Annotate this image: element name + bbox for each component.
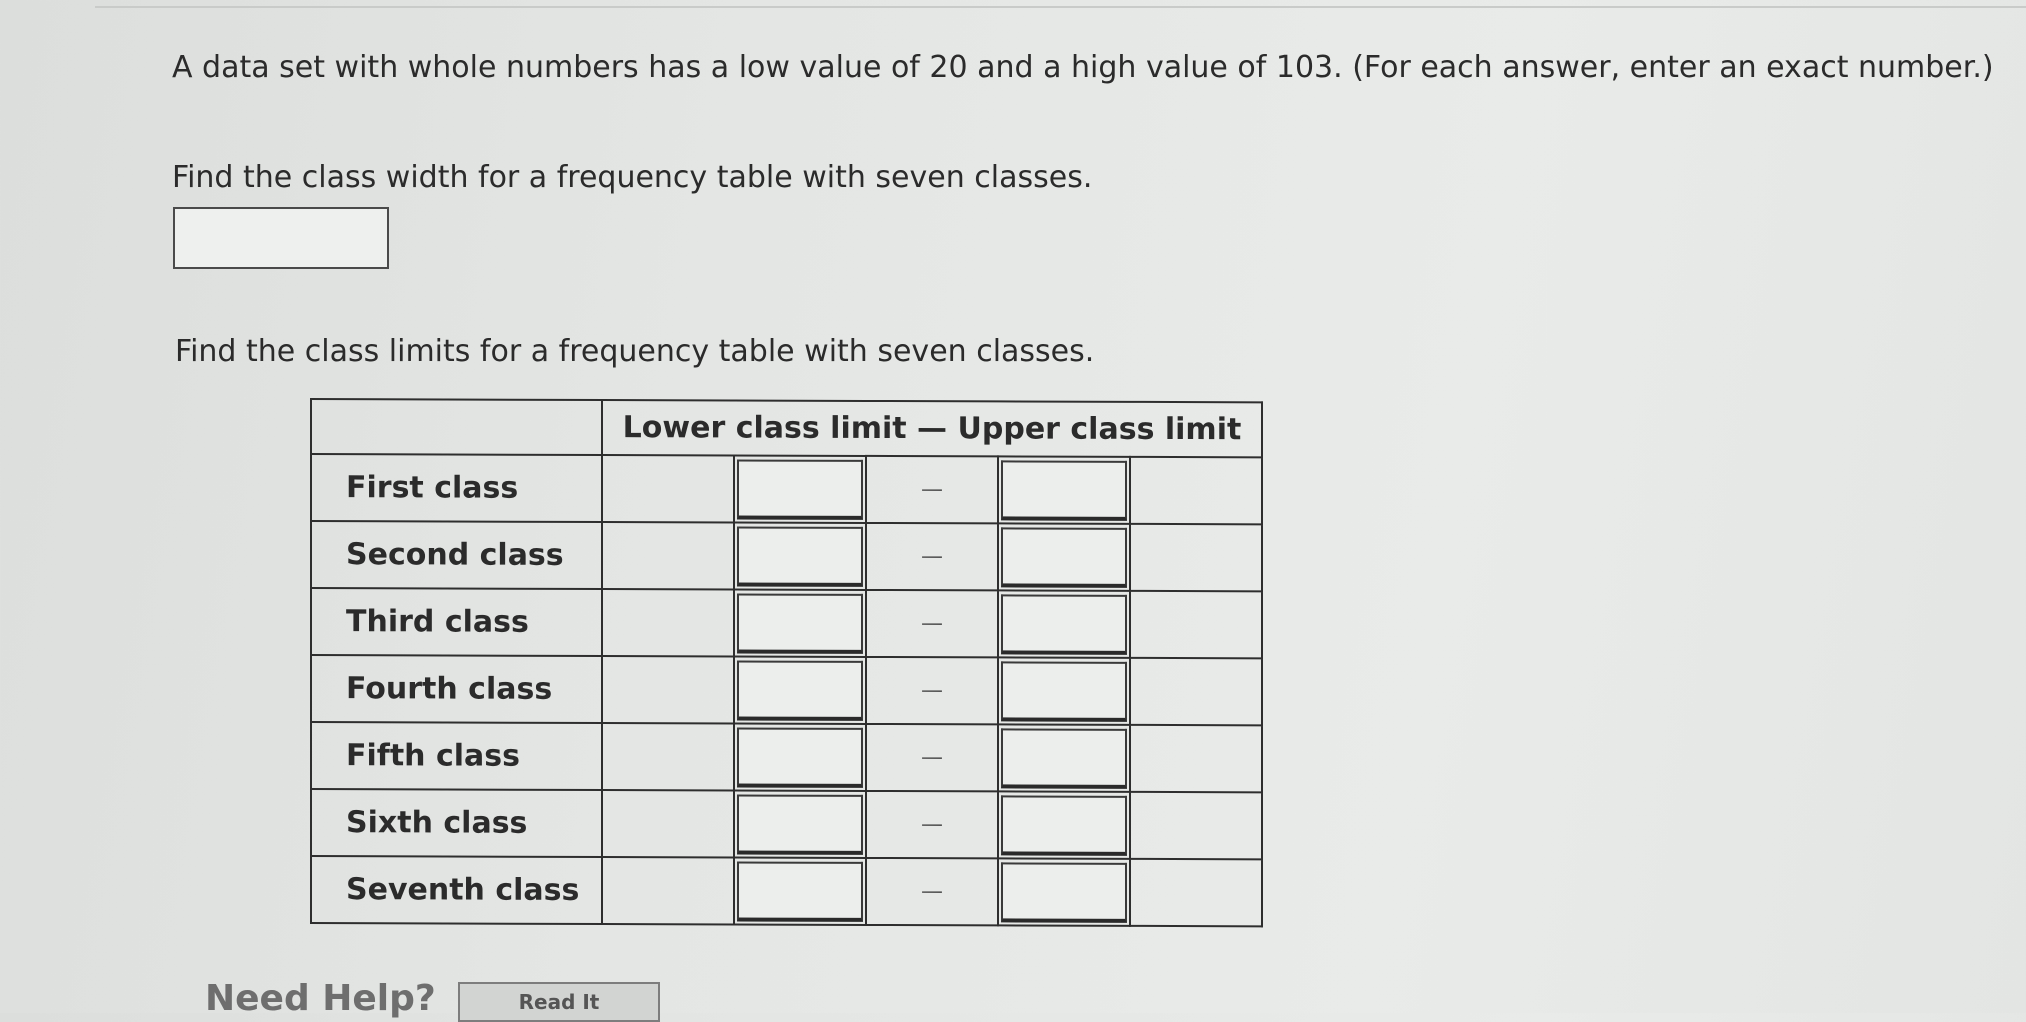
dash-separator: — bbox=[866, 858, 998, 925]
sixth-class-upper-limit-input[interactable] bbox=[1001, 795, 1127, 855]
padding-cell bbox=[1130, 524, 1262, 591]
top-divider bbox=[95, 6, 2026, 8]
fourth-class-lower-cell bbox=[734, 656, 866, 723]
third-class-lower-cell bbox=[734, 589, 866, 656]
table-row bbox=[311, 856, 1262, 926]
table-row bbox=[311, 588, 1262, 658]
row-label-fifth-class: Fifth class bbox=[311, 722, 602, 790]
seventh-class-upper-limit-input[interactable] bbox=[1001, 862, 1127, 922]
row-label-seventh-class: Seventh class bbox=[311, 856, 602, 924]
padding-cell bbox=[1130, 725, 1262, 792]
padding-cell bbox=[1130, 591, 1262, 658]
padding-cell bbox=[602, 723, 734, 790]
problem-statement: A data set with whole numbers has a low value of 20 and a high value of 103. (For each answer, enter an exact number.) bbox=[172, 50, 1994, 85]
fourth-class-lower-limit-input[interactable] bbox=[737, 660, 863, 720]
class-limits-prompt: Find the class limits for a frequency table with seven classes. bbox=[175, 334, 1095, 369]
row-label-third-class: Third class bbox=[311, 588, 602, 656]
padding-cell bbox=[602, 857, 734, 924]
class-limits-table bbox=[310, 398, 1263, 927]
table-row bbox=[311, 521, 1262, 591]
class-width-prompt: Find the class width for a frequency table with seven classes. bbox=[172, 160, 1093, 195]
padding-cell bbox=[1130, 457, 1262, 524]
row-label-fourth-class: Fourth class bbox=[311, 655, 602, 723]
dash-separator: — bbox=[866, 657, 998, 724]
padding-cell bbox=[602, 589, 734, 656]
fifth-class-lower-cell bbox=[734, 723, 866, 790]
padding-cell bbox=[1130, 792, 1262, 859]
seventh-class-lower-cell bbox=[734, 857, 866, 924]
seventh-class-upper-cell bbox=[998, 858, 1130, 925]
third-class-upper-limit-input[interactable] bbox=[1001, 594, 1127, 654]
fifth-class-upper-limit-input[interactable] bbox=[1001, 728, 1127, 788]
dash-separator: — bbox=[866, 590, 998, 657]
second-class-upper-cell bbox=[998, 523, 1130, 590]
dash-separator: — bbox=[866, 724, 998, 791]
first-class-upper-limit-input[interactable] bbox=[1001, 460, 1127, 520]
sixth-class-upper-cell bbox=[998, 791, 1130, 858]
table-corner-cell bbox=[311, 399, 602, 455]
fourth-class-upper-cell bbox=[998, 657, 1130, 724]
padding-cell bbox=[602, 522, 734, 589]
first-class-lower-cell bbox=[734, 455, 866, 522]
fourth-class-upper-limit-input[interactable] bbox=[1001, 661, 1127, 721]
read-it-button[interactable]: Read It bbox=[458, 982, 660, 1022]
table-row bbox=[311, 789, 1262, 859]
padding-cell bbox=[602, 656, 734, 723]
dash-separator: — bbox=[866, 791, 998, 858]
table-row bbox=[311, 454, 1262, 524]
second-class-upper-limit-input[interactable] bbox=[1001, 527, 1127, 587]
need-help-label: Need Help? bbox=[205, 978, 436, 1019]
dash-separator: — bbox=[866, 523, 998, 590]
row-label-first-class: First class bbox=[311, 454, 602, 522]
limits-column-header: Lower class limit — Upper class limit bbox=[602, 400, 1262, 457]
padding-cell bbox=[1130, 859, 1262, 926]
second-class-lower-limit-input[interactable] bbox=[737, 526, 863, 586]
fifth-class-upper-cell bbox=[998, 724, 1130, 791]
seventh-class-lower-limit-input[interactable] bbox=[737, 861, 863, 921]
dash-separator: — bbox=[866, 456, 998, 523]
sixth-class-lower-cell bbox=[734, 790, 866, 857]
third-class-lower-limit-input[interactable] bbox=[737, 593, 863, 653]
table-row bbox=[311, 655, 1262, 725]
fifth-class-lower-limit-input[interactable] bbox=[737, 727, 863, 787]
table-row bbox=[311, 722, 1262, 792]
padding-cell bbox=[602, 455, 734, 522]
third-class-upper-cell bbox=[998, 590, 1130, 657]
padding-cell bbox=[1130, 658, 1262, 725]
first-class-lower-limit-input[interactable] bbox=[737, 459, 863, 519]
second-class-lower-cell bbox=[734, 522, 866, 589]
table-header-row bbox=[311, 399, 1262, 457]
padding-cell bbox=[602, 790, 734, 857]
row-label-second-class: Second class bbox=[311, 521, 602, 589]
class-width-input[interactable] bbox=[173, 207, 389, 269]
sixth-class-lower-limit-input[interactable] bbox=[737, 794, 863, 854]
row-label-sixth-class: Sixth class bbox=[311, 789, 602, 857]
first-class-upper-cell bbox=[998, 456, 1130, 523]
